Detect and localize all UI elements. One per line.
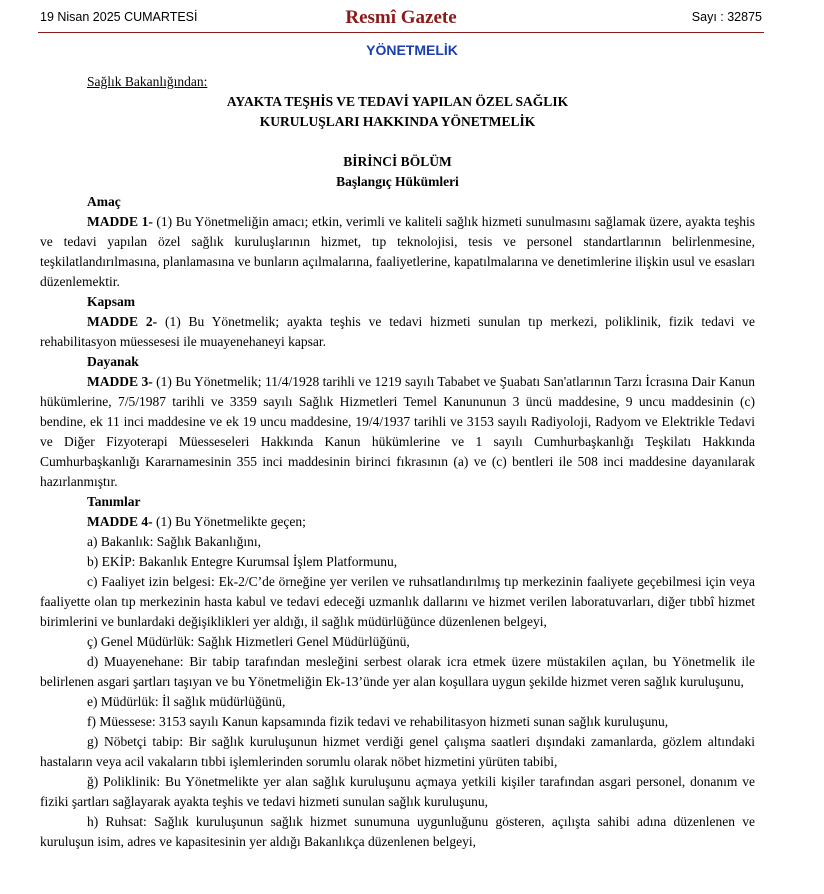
definition-item: b) EKİP: Bakanlık Entegre Kurumsal İşlem Platformunu, [87, 554, 398, 569]
definition-item: g) Nöbetçi tabip: Bir sağlık kuruluşunun hizmet verdiği genel çalışma saatleri dışındaki zamanlarda, gözlem altındaki hastaların veya acil vakaların tıbbi işlemlerinden sorumlu olarak nöbet hizmetini yürüten tabibi, [40, 734, 755, 769]
regulation-title-line-1: AYAKTA TEŞHİS VE TEDAVİ YAPILAN ÖZEL SAĞLIK [226, 94, 569, 109]
definition-item: ç) Genel Müdürlük: Sağlık Hizmetleri Genel Müdürlüğünü, [87, 634, 410, 649]
article-4-label: MADDE 4- [87, 514, 153, 529]
article-1-text: (1) Bu Yönetmeliğin amacı; etkin, verimli ve kaliteli sağlık hizmeti sunulmasını sağlamak üzere, ayakta teşhis ve tedavi yapılan özel sağlık kuruluşlarının hizmet, tıp teknolojisi, tesis ve personel standartlarının belirlenmesine, teşkilatlandırılmasına, planlamasına ve bunların açılmalarına, faaliyetlerine, kapatılmalarına ve denetimlerine ilişkin usul ve esasları düzenlemektir. [40, 214, 755, 289]
definition-item: ğ) Poliklinik: Bu Yönetmelikte yer alan sağlık kuruluşunu açmaya yetkili kişiler tarafından asgari personel, donanım ve fiziki şartları sağlayarak ayakta teşhis ve tedavi hizmeti sunulan sağlık kuruluşunu, [40, 774, 755, 809]
article-3-paragraph [40, 372, 755, 492]
issue-number: Sayı : 32875 [691, 10, 762, 24]
article-4-heading: Tanımlar [87, 494, 141, 509]
definition-item: d) Muayenehane: Bir tabip tarafından mesleğini serbest olarak icra etmek üzere müstakilen açılan, bu Yönetmelik ile belirlenen asgari şartları taşıyan ve bu Yönetmeliğin Ek-13’ünde yer alan koşullara uygun şekilde hizmet veren sağlık kuruluşunu, [40, 654, 755, 689]
issue-date: 19 Nisan 2025 CUMARTESİ [40, 10, 198, 24]
article-2-paragraph [40, 312, 755, 352]
document-body [40, 72, 755, 852]
definition-item: c) Faaliyet izin belgesi: Ek-2/C’de örneğine yer verilen ve ruhsatlandırılmış tıp merkezinin faaliyete geçebilmesi için veya faaliyette olan tıp merkezinin hasta kabul ve tedavi edeceği uzmanlık dallarını ve hizmet verilen laboratuvarları, diğer tıbbî hizmet birimlerini ve bunlardaki değişiklikleri yer aldığı, il sağlık müdürlüğünce düzenlenen belgeyi, [40, 574, 755, 629]
issuing-ministry: Sağlık Bakanlığından: [87, 74, 208, 89]
regulation-title-line-2: KURULUŞLARI HAKKINDA YÖNETMELİK [259, 114, 536, 129]
article-4-text: (1) Bu Yönetmelikte geçen; [152, 514, 306, 529]
article-3-text: (1) Bu Yönetmelik; 11/4/1928 tarihli ve 1219 sayılı Tababet ve Şuabatı San'atlarının Tarzı İcrasına Dair Kanun hükümlerine, 7/5/1987 tarihli ve 3359 sayılı Sağlık Hizmetleri Temel Kanununun 3 üncü maddesine, 9 uncu maddesinin (c) bendine, ek 11 inci maddesine ve ek 19 uncu maddesine, 19/4/1937 tarihli ve 3153 sayılı Radiyoloji, Radyom ve Elektrikle Tedavi ve Diğer Fizyoterapi Müesseseleri Hakkında Kanun hükümlerine ve 1 sayılı Cumhurbaşkanlığı Teşkilatı Hakkında Cumhurbaşkanlığı Kararnamesinin 355 inci maddesinin birinci fıkrasının (a) ve (c) bentleri ile 508 inci maddesine dayanılarak hazırlanmıştır. [40, 374, 755, 489]
article-4-paragraph [40, 512, 755, 532]
spacer [40, 132, 755, 152]
article-2-heading: Kapsam [87, 294, 136, 309]
article-1-label: MADDE 1- [87, 214, 153, 229]
definition-item: f) Müessese: 3153 sayılı Kanun kapsamında fizik tedavi ve rehabilitasyon hizmeti sunan sağlık kuruluşunu, [87, 714, 669, 729]
gazette-header [38, 6, 764, 33]
article-2-text: (1) Bu Yönetmelik; ayakta teşhis ve tedavi hizmeti sunulan tıp merkezi, poliklinik, fizik tedavi ve rehabilitasyon müessesesi ile muayenehaneyi kapsar. [40, 314, 755, 349]
definition-item: e) Müdürlük: İl sağlık müdürlüğünü, [87, 694, 286, 709]
section-type: YÖNETMELİK [366, 42, 458, 58]
part-title: BİRİNCİ BÖLÜM [343, 154, 452, 169]
definition-item: h) Ruhsat: Sağlık kuruluşunun sağlık hizmet sunumuna uygunluğunu gösteren, açılışta sahibi adına düzenlenen ve kuruluşun isim, adres ve kapasitesinin yer aldığı Bakanlıkça düzenlenen belgeyi, [40, 814, 755, 849]
article-3-label: MADDE 3- [87, 374, 153, 389]
article-1-paragraph [40, 212, 755, 292]
article-1-heading: Amaç [87, 194, 121, 209]
gazette-title: Resmî Gazete [345, 7, 457, 28]
article-3-heading: Dayanak [87, 354, 139, 369]
article-2-label: MADDE 2- [87, 314, 158, 329]
part-subtitle: Başlangıç Hükümleri [336, 174, 459, 189]
definition-item: a) Bakanlık: Sağlık Bakanlığını, [87, 534, 261, 549]
